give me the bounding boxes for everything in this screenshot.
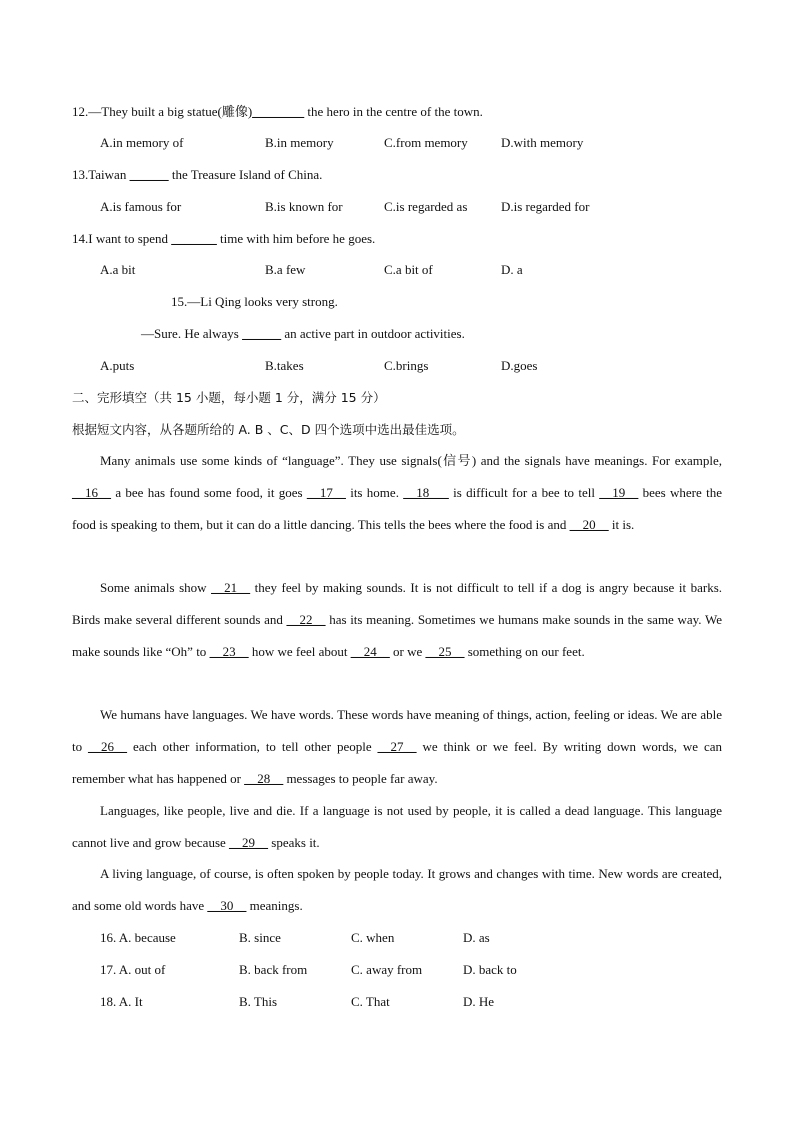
question-text: an active part in outdoor activities.	[281, 326, 465, 341]
answer-blank: _______	[171, 231, 217, 246]
section-heading: 二、完形填空（共 15 小题，每小题 1 分，满分 15 分）	[72, 390, 386, 405]
answer-18-option-c: C. That	[351, 994, 390, 1009]
answer-18-option-a: 18. A. It	[100, 994, 143, 1009]
passage-text: or we	[389, 643, 426, 659]
answer-17-option-d: D. back to	[463, 962, 517, 977]
option-b: B.takes	[265, 358, 304, 373]
option-c: C.a bit of	[384, 262, 433, 277]
passage-text: they feel by making sounds. It is not difficult to tell if a dog is angry because it barks. Birds make several different sounds and	[72, 580, 722, 627]
question-13-stem	[72, 167, 322, 183]
cloze-blank-25: __25__	[425, 643, 465, 659]
question-text: 14.I want to spend	[72, 231, 172, 246]
cloze-blank-27: __27__	[377, 738, 417, 754]
answer-blank: ______	[129, 167, 169, 182]
option-a: A.in memory of	[100, 135, 184, 150]
cloze-blank-21: __21__	[211, 580, 251, 595]
passage-text: how we feel about	[248, 643, 351, 659]
passage-text: we think or we feel. By writing down words, we can remember what has happened or	[72, 738, 722, 786]
answer-17-option-a: 17. A. out of	[100, 962, 166, 977]
passage-text: Some animals show	[100, 580, 212, 595]
passage-text: Languages, like people, live and die. If a language is not used by people, it is called a dead language. This language cannot live and grow because	[72, 803, 722, 850]
option-d: D.with memory	[501, 135, 584, 150]
passage-paragraph-5	[72, 858, 722, 922]
answer-18-option-b: B. This	[239, 994, 278, 1009]
question-15-stem: 15.—Li Qing looks very strong.	[171, 294, 338, 309]
option-d: D. a	[501, 262, 523, 277]
question-text: 13.Taiwan	[72, 167, 130, 182]
answer-17-option-b: B. back from	[239, 962, 308, 977]
answer-16-option-a: 16. A. because	[100, 930, 176, 945]
cloze-blank-28: __28__	[244, 770, 284, 786]
passage-text: a bee has found some food, it goes	[111, 484, 307, 500]
passage-text: Many animals use some kinds of “language”. They use signals(信号) and the signals have meanings. For example,	[100, 453, 722, 468]
answer-blank: ________	[252, 104, 305, 119]
option-b: B.is known for	[265, 199, 343, 214]
question-text: time with him before he goes.	[216, 231, 376, 246]
passage-paragraph-4	[72, 795, 722, 859]
option-a: A.a bit	[100, 262, 136, 277]
cloze-blank-17: __17__	[306, 484, 346, 500]
question-12-stem	[72, 104, 483, 120]
passage-text: messages to people far away.	[283, 770, 438, 786]
passage-text: We humans have languages. We have words. These words have meaning of things, action, feeling or ideas. We are able to	[72, 707, 722, 754]
passage-paragraph-3	[72, 699, 722, 794]
cloze-blank-18: __18___	[403, 484, 449, 500]
option-c: C.is regarded as	[384, 199, 468, 214]
passage-text: something on our feet.	[464, 643, 585, 659]
passage-text: it is.	[608, 516, 635, 532]
passage-text: bees where the food is speaking to them, but it can do a little dancing. This tells the bees where the food is and	[72, 484, 722, 532]
option-c: C.from memory	[384, 135, 468, 150]
cloze-blank-22: __22__	[286, 611, 326, 627]
option-d: D.is regarded for	[501, 199, 590, 214]
answer-16-option-b: B. since	[239, 930, 281, 945]
passage-text: A living language, of course, is often spoken by people today. It grows and changes with time. New words are created, and some old words have	[72, 866, 722, 913]
cloze-blank-20: __20__	[569, 516, 609, 532]
answer-blank: ______	[242, 326, 282, 341]
cloze-blank-26: __26__	[88, 738, 128, 754]
passage-text: its home.	[345, 484, 404, 500]
option-a: A.is famous for	[100, 199, 182, 214]
question-15-reply	[141, 326, 465, 342]
passage-text: speaks it.	[268, 834, 320, 850]
question-text: 12.—They built a big statue(雕像)	[72, 104, 253, 119]
question-text: the Treasure Island of China.	[168, 167, 323, 182]
passage-text: each other information, to tell other people	[127, 738, 378, 754]
passage-text: meanings.	[246, 897, 303, 913]
cloze-blank-19: __19__	[599, 484, 639, 500]
cloze-blank-30: __30__	[207, 897, 247, 913]
cloze-blank-29: __29__	[229, 834, 269, 850]
option-d: D.goes	[501, 358, 538, 373]
answer-16-option-c: C. when	[351, 930, 395, 945]
answer-18-option-d: D. He	[463, 994, 495, 1009]
passage-text: is difficult for a bee to tell	[448, 484, 600, 500]
option-b: B.a few	[265, 262, 306, 277]
question-text: —Sure. He always	[141, 326, 243, 341]
answer-16-option-d: D. as	[463, 930, 490, 945]
cloze-blank-16: __16__	[72, 484, 111, 500]
passage-text: has its meaning. Sometimes we humans make sounds in the same way. We make sounds like “Oh” to	[72, 611, 722, 659]
cloze-blank-24: __24__	[350, 643, 390, 659]
option-a: A.puts	[100, 358, 135, 373]
cloze-blank-23: __23__	[209, 643, 249, 659]
passage-paragraph-2	[72, 572, 722, 667]
question-text: the hero in the centre of the town.	[304, 104, 483, 119]
answer-17-option-c: C. away from	[351, 962, 423, 977]
question-14-stem	[72, 231, 375, 247]
option-c: C.brings	[384, 358, 429, 373]
passage-paragraph-1	[72, 445, 722, 540]
section-instruction: 根据短文内容，从各题所给的 A. B 、C、D 四个选项中选出最佳选项。	[72, 422, 465, 437]
option-b: B.in memory	[265, 135, 334, 150]
